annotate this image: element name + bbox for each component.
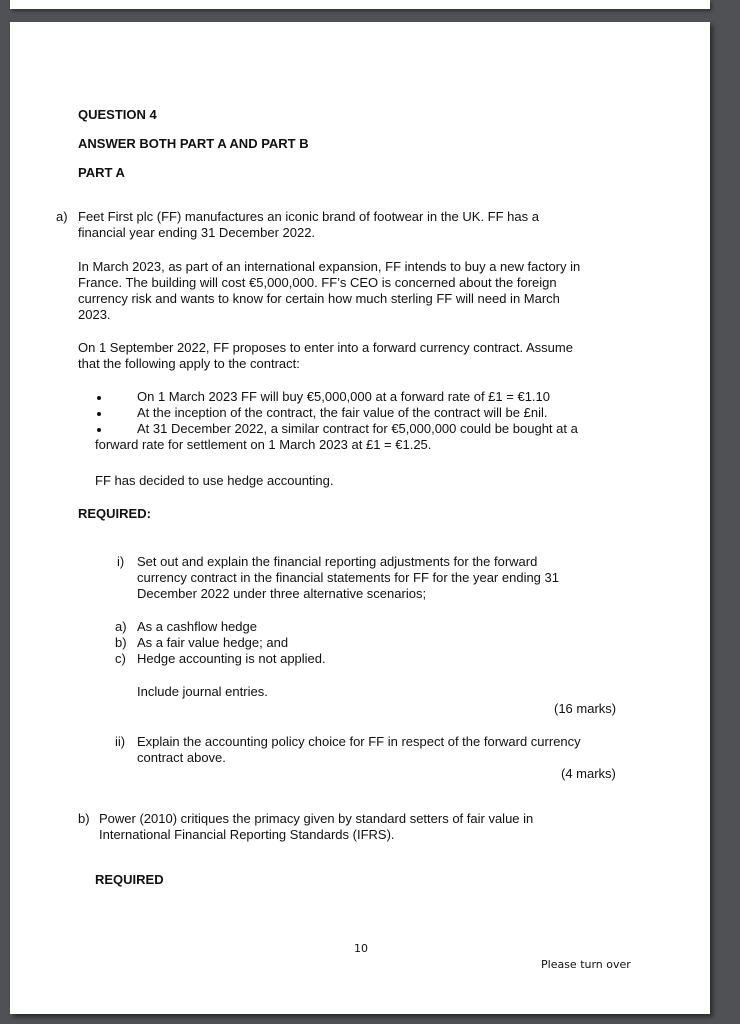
question-title: QUESTION 4 [78,107,157,122]
scenario-b-label: b) [115,635,127,650]
include-journal-text: Include journal entries. [137,684,268,699]
para2-line3: currency risk and wants to know for certain how much sterling FF will need in March [78,291,560,306]
item-i-label: i) [117,554,125,569]
page-number: 10 [354,942,368,955]
para3-line2: that the following apply to the contract: [78,356,300,371]
item-ii-line2: contract above. [137,750,226,765]
item-i-line2: currency contract in the financial statements for FF for the year ending 31 [137,570,559,585]
required-heading-2: REQUIRED [95,872,164,887]
item-b-line1: Power (2010) critiques the primacy given by standard setters of fair value in [99,811,534,826]
item-i-line1: Set out and explain the financial reporting adjustments for the forward [137,554,538,569]
document-page [10,22,710,1014]
item-ii-label: ii) [115,734,126,749]
scenario-a-label: a) [115,619,127,634]
instruction-heading: ANSWER BOTH PART A AND PART B [78,136,309,151]
para3-line1: On 1 September 2022, FF proposes to enter into a forward currency contract. Assume [78,340,573,355]
bullet-3-dot [97,428,101,432]
bullet-2-text: At the inception of the contract, the fair value of the contract will be £nil. [137,405,548,420]
item-a-label: a) [56,209,68,224]
scenario-a-text: As a cashflow hedge [137,619,257,634]
scenario-c-text: Hedge accounting is not applied. [137,651,326,666]
marks-4: (4 marks) [561,766,616,781]
para2-line4: 2023. [78,307,111,322]
part-a-heading: PART A [78,165,125,180]
item-ii-line1: Explain the accounting policy choice for FF in respect of the forward currency [137,734,581,749]
scenario-c-label: c) [115,651,126,666]
bullet-1-text: On 1 March 2023 FF will buy €5,000,000 at a forward rate of £1 = €1.10 [137,389,550,404]
bullet-3-line1: At 31 December 2022, a similar contract for €5,000,000 could be bought at a [137,421,578,436]
previous-page-edge [10,0,710,9]
item-i-line3: December 2022 under three alternative scenarios; [137,586,427,601]
item-b-line2: International Financial Reporting Standards (IFRS). [99,827,395,842]
para1-line1: Feet First plc (FF) manufactures an iconic brand of footwear in the UK. FF has a [78,209,539,224]
para2-line2: France. The building will cost €5,000,000. FF’s CEO is concerned about the foreign [78,275,557,290]
para1-line2: financial year ending 31 December 2022. [78,225,316,240]
hedge-accounting-sentence: FF has decided to use hedge accounting. [95,473,334,488]
bullet-2-dot [97,412,101,416]
scenario-b-text: As a fair value hedge; and [137,635,289,650]
turn-over-note: Please turn over [541,958,631,971]
bullet-1-dot [97,396,101,400]
item-b-label: b) [78,811,90,826]
marks-16: (16 marks) [554,701,617,716]
para2-line1: In March 2023, as part of an international expansion, FF intends to buy a new factory in [78,259,581,274]
bullet-3-line2: forward rate for settlement on 1 March 2023 at £1 = €1.25. [95,437,432,452]
required-heading: REQUIRED: [78,506,151,521]
